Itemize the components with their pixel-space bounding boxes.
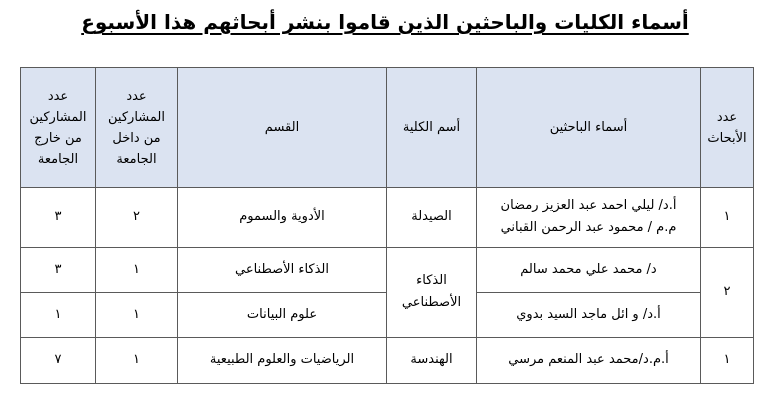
cell-research-count: ٢ (701, 247, 754, 337)
researcher-name: أ.د/ و ائل ماجد السيد بدوي (516, 306, 661, 322)
cell-internal-participants: ١ (96, 247, 178, 292)
header-researchers: أسماء الباحثين (477, 68, 701, 188)
cell-researchers (477, 337, 701, 383)
cell-department: الذكاء الأصطناعي (178, 247, 387, 292)
cell-external-participants: ١ (21, 292, 96, 337)
cell-department: علوم البيانات (178, 292, 387, 337)
table-row (21, 188, 754, 248)
header-research-count: عدد الأبحاث (701, 68, 754, 188)
page-title: أسماء الكليات والباحثين الذين قاموا بنشر أبحاثهم هذا الأسبوع (81, 10, 689, 34)
researcher-name: أ.م.د/محمد عبد المنعم مرسي (508, 352, 669, 368)
header-college: أسم الكلية (387, 68, 477, 188)
table-row (21, 247, 754, 292)
researcher-name: د/ محمد علي محمد سالم (520, 261, 657, 277)
cell-department: الرياضيات والعلوم الطبيعية (178, 337, 387, 383)
cell-internal-participants: ١ (96, 292, 178, 337)
cell-internal-participants: ٢ (96, 188, 178, 248)
header-department: القسم (178, 68, 387, 188)
cell-external-participants: ٧ (21, 337, 96, 383)
cell-researchers (477, 292, 701, 337)
cell-college: الصيدلة (387, 188, 477, 248)
cell-external-participants: ٣ (21, 247, 96, 292)
researcher-name: م.م / محمود عبد الرحمن القباني (500, 220, 677, 236)
researchers-table (20, 67, 754, 384)
table-row (21, 337, 754, 383)
cell-department: الأدوية والسموم (178, 188, 387, 248)
researcher-name: أ.د/ ليلي احمد عبد العزيز رمضان (500, 198, 677, 214)
header-internal-participants: عدد المشاركين من داخل الجامعة (96, 68, 178, 188)
cell-researchers (477, 247, 701, 292)
table-header-row (21, 68, 754, 188)
header-external-participants: عدد المشاركين من خارج الجامعة (21, 68, 96, 188)
cell-external-participants: ٣ (21, 188, 96, 248)
cell-research-count: ١ (701, 188, 754, 248)
cell-research-count: ١ (701, 337, 754, 383)
cell-college: الذكاء الأصطناعي (387, 247, 477, 337)
cell-researchers (477, 188, 701, 248)
cell-college: الهندسة (387, 337, 477, 383)
cell-internal-participants: ١ (96, 337, 178, 383)
